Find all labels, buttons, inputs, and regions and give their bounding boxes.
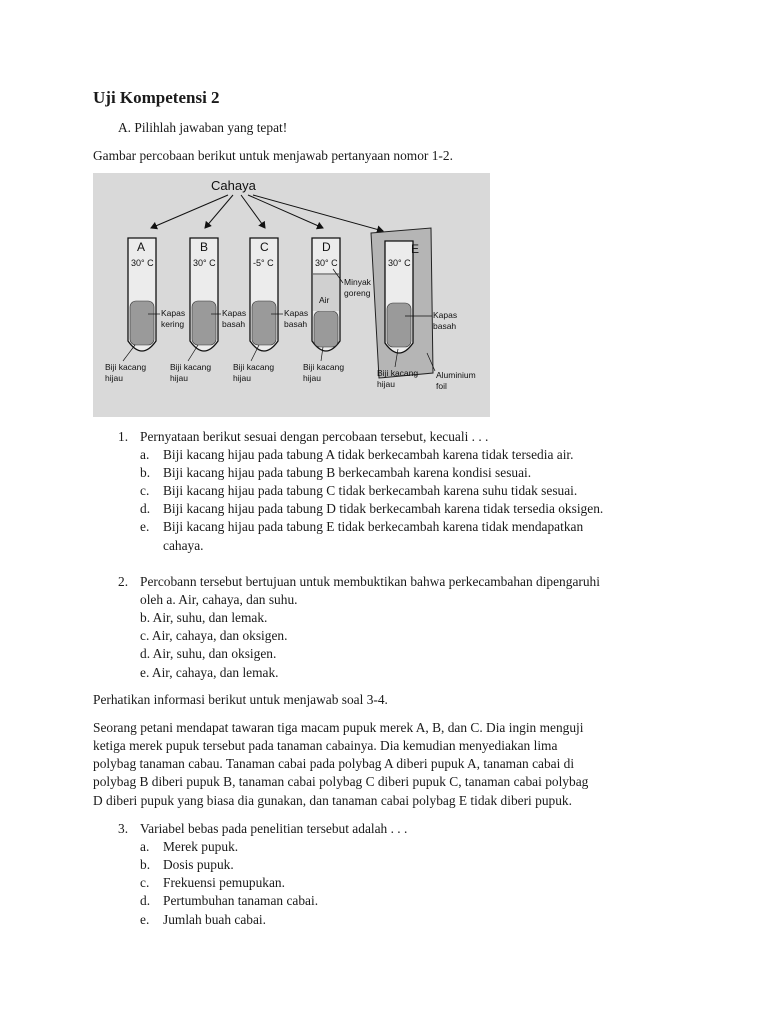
light-label: Cahaya xyxy=(211,178,256,193)
temp-a: 30° C xyxy=(131,258,154,268)
temp-d: 30° C xyxy=(315,258,338,268)
svg-text:goreng: goreng xyxy=(344,288,371,298)
label-biji-e: Biji kacang xyxy=(377,368,419,378)
experiment-diagram xyxy=(93,173,490,417)
label-air: Air xyxy=(319,295,330,305)
q3-option-key: b. xyxy=(140,857,151,872)
paragraph-line: polybag B diberi pupuk B, tanaman cabai polybag C diberi pupuk C, tanaman cabai polybag xyxy=(93,774,589,789)
paragraph-line: ketiga merek pupuk tersebut pada tanaman cabainya. Dia kemudian menyediakan lima xyxy=(93,738,558,753)
q3-text: Variabel bebas pada penelitian tersebut adalah . . . xyxy=(140,821,408,836)
q3-option-key: a. xyxy=(140,839,150,854)
q2-option-b: b. Air, suhu, dan lemak. xyxy=(140,610,268,625)
svg-text:hijau: hijau xyxy=(105,373,123,383)
intro-3-4: Perhatikan informasi berikut untuk menjawab soal 3-4. xyxy=(93,692,388,707)
temp-c: -5° C xyxy=(253,258,274,268)
label-aluminium-foil: Aluminium xyxy=(436,370,476,380)
tube-label-b: B xyxy=(200,240,209,254)
q2-number: 2. xyxy=(118,574,129,589)
q1-option-b: Biji kacang hijau pada tabung B berkecambah karena kondisi sesuai. xyxy=(163,465,532,480)
q1-option-c: Biji kacang hijau pada tabung C tidak berkecambah karena suhu tidak sesuai. xyxy=(163,483,578,498)
q1-text: Pernyataan berikut sesuai dengan percobaan tersebut, kecuali . . . xyxy=(140,429,489,444)
q1-option-d: Biji kacang hijau pada tabung D tidak berkecambah karena tidak tersedia oksigen. xyxy=(163,501,604,516)
q3-option-d: Pertumbuhan tanaman cabai. xyxy=(163,893,319,908)
label-biji-b: Biji kacang xyxy=(170,362,212,372)
svg-text:basah: basah xyxy=(222,319,246,329)
q3-number: 3. xyxy=(118,821,129,836)
label-kapas-basah-b: Kapas xyxy=(222,308,247,318)
tube-label-d: D xyxy=(322,240,331,254)
q1-option-key: b. xyxy=(140,465,151,480)
label-biji-d: Biji kacang xyxy=(303,362,345,372)
svg-text:kering: kering xyxy=(161,319,185,329)
q3-option-e: Jumlah buah cabai. xyxy=(163,912,266,927)
label-kapas-kering: Kapas xyxy=(161,308,186,318)
label-biji-a: Biji kacang xyxy=(105,362,147,372)
q1-option-key: c. xyxy=(140,483,150,498)
section-a-heading: A. Pilihlah jawaban yang tepat! xyxy=(118,120,288,135)
q1-option-key: e. xyxy=(140,519,150,534)
label-biji-c: Biji kacang xyxy=(233,362,275,372)
temp-b: 30° C xyxy=(193,258,216,268)
paragraph-line: Seorang petani mendapat tawaran tiga macam pupuk merek A, B, dan C. Dia ingin menguji xyxy=(93,720,584,735)
svg-text:hijau: hijau xyxy=(170,373,188,383)
svg-text:hijau: hijau xyxy=(377,379,395,389)
q1-number: 1. xyxy=(118,429,129,444)
svg-text:foil: foil xyxy=(436,381,447,391)
label-kapas-basah-e: Kapas xyxy=(433,310,458,320)
figure-intro: Gambar percobaan berikut untuk menjawab pertanyaan nomor 1-2. xyxy=(93,148,453,163)
q3-option-b: Dosis pupuk. xyxy=(163,857,234,872)
q3-option-key: d. xyxy=(140,893,151,908)
svg-text:hijau: hijau xyxy=(303,373,321,383)
q1-option-e: Biji kacang hijau pada tabung E tidak berkecambah karena tidak mendapatkan xyxy=(163,519,584,534)
tube-label-e: E xyxy=(411,242,420,256)
q3-option-key: c. xyxy=(140,875,150,890)
tube-label-a: A xyxy=(137,240,146,254)
svg-text:basah: basah xyxy=(433,321,457,331)
q2-option-c: c. Air, cahaya, dan oksigen. xyxy=(140,628,288,643)
experiment-figure xyxy=(93,173,490,417)
q1-option-key: a. xyxy=(140,447,150,462)
svg-text:hijau: hijau xyxy=(233,373,251,383)
page-title: Uji Kompetensi 2 xyxy=(93,88,220,107)
q2-line1: Percobann tersebut bertujuan untuk membuktikan bahwa perkecambahan dipengaruhi xyxy=(140,574,600,589)
label-kapas-basah-c: Kapas xyxy=(284,308,309,318)
svg-text:basah: basah xyxy=(284,319,308,329)
q2-option-e: e. Air, cahaya, dan lemak. xyxy=(140,665,279,680)
q1-option-a: Biji kacang hijau pada tabung A tidak berkecambah karena tidak tersedia air. xyxy=(163,447,574,462)
q1-option-key: d. xyxy=(140,501,151,516)
q3-option-c: Frekuensi pemupukan. xyxy=(163,875,285,890)
q3-option-a: Merek pupuk. xyxy=(163,839,239,854)
light-arrows xyxy=(151,195,383,231)
q2-line2: oleh a. Air, cahaya, dan suhu. xyxy=(140,592,298,607)
label-minyak-goreng: Minyak xyxy=(344,277,371,287)
q3-option-key: e. xyxy=(140,912,150,927)
tube-label-c: C xyxy=(260,240,269,254)
water-layer xyxy=(313,273,339,311)
q2-option-d: d. Air, suhu, dan oksigen. xyxy=(140,646,277,661)
paragraph-line: polybag tanaman cabau. Tanaman cabai pada polybag A diberi pupuk A, tanaman cabai di xyxy=(93,756,575,771)
paragraph-line: D diberi pupuk yang biasa dia gunakan, dan tanaman cabai polybag E tidak diberi pupuk. xyxy=(93,793,572,808)
q1-option-e-continued: cahaya. xyxy=(163,538,204,553)
temp-e: 30° C xyxy=(388,258,411,268)
